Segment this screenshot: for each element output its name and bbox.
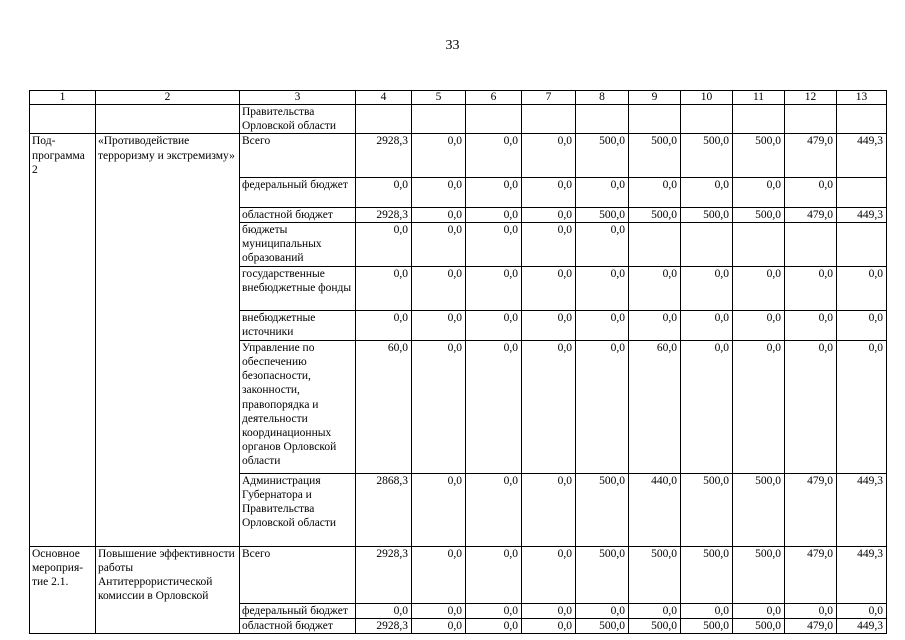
amount-cell: 0,0 bbox=[466, 266, 522, 310]
funding-source-cell: областной бюджет bbox=[240, 619, 356, 634]
amount-cell: 449,3 bbox=[837, 207, 887, 222]
amount-cell: 0,0 bbox=[522, 473, 576, 546]
amount-cell: 500,0 bbox=[576, 134, 629, 177]
amount-cell: 0,0 bbox=[681, 604, 733, 619]
header-cell: 1 bbox=[30, 91, 96, 105]
amount-cell: 500,0 bbox=[733, 619, 785, 634]
header-row bbox=[30, 91, 887, 105]
amount-cell: 500,0 bbox=[733, 134, 785, 177]
program-name-cell bbox=[96, 222, 240, 266]
funding-source-cell: федеральный бюджет bbox=[240, 177, 356, 207]
amount-cell: 440,0 bbox=[629, 473, 681, 546]
table-row bbox=[30, 105, 887, 134]
amount-cell bbox=[522, 105, 576, 134]
funding-source-cell: внебюджетные источники bbox=[240, 310, 356, 340]
header-cell: 10 bbox=[681, 91, 733, 105]
amount-cell: 500,0 bbox=[629, 134, 681, 177]
amount-cell: 0,0 bbox=[412, 222, 466, 266]
amount-cell: 0,0 bbox=[733, 266, 785, 310]
amount-cell: 0,0 bbox=[576, 340, 629, 473]
amount-cell: 0,0 bbox=[837, 266, 887, 310]
header-cell: 3 bbox=[240, 91, 356, 105]
header-cell: 4 bbox=[356, 91, 412, 105]
funding-source-cell: бюджеты муниципальных образований bbox=[240, 222, 356, 266]
amount-cell: 0,0 bbox=[522, 134, 576, 177]
amount-cell: 479,0 bbox=[785, 473, 837, 546]
amount-cell: 0,0 bbox=[356, 222, 412, 266]
header-cell: 11 bbox=[733, 91, 785, 105]
amount-cell: 0,0 bbox=[681, 340, 733, 473]
amount-cell: 2928,3 bbox=[356, 619, 412, 634]
amount-cell: 0,0 bbox=[681, 177, 733, 207]
program-code-cell: Основное мероприя-тие 2.1. bbox=[30, 546, 96, 603]
header-cell: 8 bbox=[576, 91, 629, 105]
amount-cell: 500,0 bbox=[629, 619, 681, 634]
header-cell: 13 bbox=[837, 91, 887, 105]
amount-cell: 0,0 bbox=[576, 177, 629, 207]
amount-cell: 500,0 bbox=[576, 619, 629, 634]
program-code-cell bbox=[30, 105, 96, 134]
amount-cell: 0,0 bbox=[412, 134, 466, 177]
amount-cell: 500,0 bbox=[733, 546, 785, 603]
program-name-cell bbox=[96, 619, 240, 634]
amount-cell: 0,0 bbox=[522, 340, 576, 473]
amount-cell: 500,0 bbox=[629, 207, 681, 222]
amount-cell: 0,0 bbox=[522, 619, 576, 634]
amount-cell: 0,0 bbox=[629, 266, 681, 310]
amount-cell: 479,0 bbox=[785, 619, 837, 634]
amount-cell: 0,0 bbox=[785, 340, 837, 473]
table-row bbox=[30, 619, 887, 634]
amount-cell bbox=[837, 105, 887, 134]
amount-cell: 479,0 bbox=[785, 546, 837, 603]
program-name-cell bbox=[96, 473, 240, 546]
program-code-cell bbox=[30, 177, 96, 207]
amount-cell: 0,0 bbox=[576, 266, 629, 310]
table-row bbox=[30, 546, 887, 603]
amount-cell: 2868,3 bbox=[356, 473, 412, 546]
amount-cell: 0,0 bbox=[356, 266, 412, 310]
program-code-cell bbox=[30, 340, 96, 473]
amount-cell: 0,0 bbox=[356, 177, 412, 207]
program-name-cell: «Противодействие терроризму и экстремизму» bbox=[96, 134, 240, 177]
table-row bbox=[30, 177, 887, 207]
amount-cell: 0,0 bbox=[522, 207, 576, 222]
amount-cell: 0,0 bbox=[522, 266, 576, 310]
table-row bbox=[30, 340, 887, 473]
amount-cell: 60,0 bbox=[356, 340, 412, 473]
page-number: 33 bbox=[445, 38, 460, 53]
amount-cell bbox=[785, 222, 837, 266]
amount-cell: 60,0 bbox=[629, 340, 681, 473]
amount-cell: 0,0 bbox=[522, 604, 576, 619]
amount-cell: 0,0 bbox=[837, 340, 887, 473]
amount-cell: 0,0 bbox=[466, 340, 522, 473]
amount-cell: 0,0 bbox=[356, 604, 412, 619]
amount-cell: 500,0 bbox=[681, 134, 733, 177]
amount-cell: 0,0 bbox=[466, 222, 522, 266]
amount-cell: 0,0 bbox=[412, 619, 466, 634]
amount-cell: 0,0 bbox=[412, 310, 466, 340]
amount-cell: 0,0 bbox=[681, 266, 733, 310]
amount-cell: 500,0 bbox=[733, 207, 785, 222]
program-name-cell bbox=[96, 177, 240, 207]
program-name-cell bbox=[96, 604, 240, 619]
program-code-cell bbox=[30, 310, 96, 340]
amount-cell bbox=[785, 105, 837, 134]
program-code-cell bbox=[30, 207, 96, 222]
funding-source-cell: Управление по обеспечению безопасности, законности, правопорядка и деятельности координационных органов Орловской области bbox=[240, 340, 356, 473]
amount-cell: 0,0 bbox=[576, 604, 629, 619]
amount-cell: 500,0 bbox=[681, 619, 733, 634]
amount-cell bbox=[466, 105, 522, 134]
program-name-cell bbox=[96, 105, 240, 134]
amount-cell: 0,0 bbox=[466, 546, 522, 603]
table-row bbox=[30, 134, 887, 177]
amount-cell bbox=[629, 222, 681, 266]
amount-cell: 0,0 bbox=[522, 310, 576, 340]
amount-cell: 500,0 bbox=[681, 207, 733, 222]
amount-cell: 0,0 bbox=[412, 546, 466, 603]
table-row bbox=[30, 604, 887, 619]
amount-cell: 0,0 bbox=[629, 604, 681, 619]
amount-cell: 0,0 bbox=[837, 604, 887, 619]
amount-cell: 500,0 bbox=[681, 546, 733, 603]
amount-cell: 0,0 bbox=[466, 134, 522, 177]
amount-cell: 0,0 bbox=[466, 619, 522, 634]
amount-cell: 449,3 bbox=[837, 134, 887, 177]
amount-cell: 0,0 bbox=[681, 310, 733, 340]
funding-source-cell: Всего bbox=[240, 134, 356, 177]
table-row bbox=[30, 473, 887, 546]
funding-source-cell: областной бюджет bbox=[240, 207, 356, 222]
funding-source-cell: федеральный бюджет bbox=[240, 604, 356, 619]
amount-cell: 0,0 bbox=[785, 310, 837, 340]
program-code-cell bbox=[30, 604, 96, 619]
amount-cell: 0,0 bbox=[733, 340, 785, 473]
amount-cell: 0,0 bbox=[629, 177, 681, 207]
amount-cell bbox=[412, 105, 466, 134]
amount-cell: 2928,3 bbox=[356, 546, 412, 603]
header-cell: 9 bbox=[629, 91, 681, 105]
funding-source-cell: Администрация Губернатора и Правительства Орловской области bbox=[240, 473, 356, 546]
amount-cell: 0,0 bbox=[466, 473, 522, 546]
amount-cell: 0,0 bbox=[522, 546, 576, 603]
header-cell: 5 bbox=[412, 91, 466, 105]
amount-cell: 0,0 bbox=[522, 177, 576, 207]
amount-cell bbox=[681, 222, 733, 266]
amount-cell: 0,0 bbox=[785, 604, 837, 619]
budget-table bbox=[29, 90, 887, 634]
amount-cell: 2928,3 bbox=[356, 207, 412, 222]
funding-source-cell: государственные внебюджетные фонды bbox=[240, 266, 356, 310]
table-row bbox=[30, 207, 887, 222]
amount-cell: 0,0 bbox=[466, 177, 522, 207]
amount-cell: 479,0 bbox=[785, 207, 837, 222]
amount-cell: 0,0 bbox=[412, 473, 466, 546]
program-name-cell bbox=[96, 207, 240, 222]
header-cell: 6 bbox=[466, 91, 522, 105]
program-name-cell: Повышение эффективности работы Антитеррористической комиссии в Орловской bbox=[96, 546, 240, 603]
amount-cell: 0,0 bbox=[733, 310, 785, 340]
amount-cell: 0,0 bbox=[837, 310, 887, 340]
amount-cell bbox=[576, 105, 629, 134]
amount-cell: 449,3 bbox=[837, 473, 887, 546]
amount-cell: 0,0 bbox=[576, 310, 629, 340]
program-name-cell bbox=[96, 310, 240, 340]
amount-cell bbox=[837, 222, 887, 266]
amount-cell: 0,0 bbox=[466, 207, 522, 222]
amount-cell: 479,0 bbox=[785, 134, 837, 177]
header-cell: 2 bbox=[96, 91, 240, 105]
funding-source-cell: Всего bbox=[240, 546, 356, 603]
amount-cell: 500,0 bbox=[576, 546, 629, 603]
amount-cell: 0,0 bbox=[733, 604, 785, 619]
amount-cell: 2928,3 bbox=[356, 134, 412, 177]
amount-cell: 449,3 bbox=[837, 546, 887, 603]
amount-cell bbox=[356, 105, 412, 134]
table-row bbox=[30, 222, 887, 266]
amount-cell: 0,0 bbox=[522, 222, 576, 266]
amount-cell: 500,0 bbox=[576, 473, 629, 546]
amount-cell: 500,0 bbox=[576, 207, 629, 222]
program-code-cell bbox=[30, 222, 96, 266]
amount-cell: 0,0 bbox=[412, 177, 466, 207]
amount-cell bbox=[837, 177, 887, 207]
program-code-cell bbox=[30, 266, 96, 310]
amount-cell: 0,0 bbox=[466, 310, 522, 340]
amount-cell bbox=[681, 105, 733, 134]
table-row bbox=[30, 310, 887, 340]
program-code-cell: Под-программа 2 bbox=[30, 134, 96, 177]
amount-cell bbox=[733, 105, 785, 134]
amount-cell: 0,0 bbox=[733, 177, 785, 207]
amount-cell: 500,0 bbox=[681, 473, 733, 546]
table-row bbox=[30, 266, 887, 310]
amount-cell: 0,0 bbox=[785, 177, 837, 207]
amount-cell: 500,0 bbox=[629, 546, 681, 603]
program-code-cell bbox=[30, 619, 96, 634]
amount-cell: 0,0 bbox=[412, 207, 466, 222]
program-name-cell bbox=[96, 266, 240, 310]
amount-cell: 0,0 bbox=[785, 266, 837, 310]
amount-cell: 0,0 bbox=[412, 340, 466, 473]
amount-cell: 0,0 bbox=[356, 310, 412, 340]
amount-cell: 0,0 bbox=[629, 310, 681, 340]
amount-cell bbox=[629, 105, 681, 134]
amount-cell: 0,0 bbox=[576, 222, 629, 266]
amount-cell: 0,0 bbox=[412, 604, 466, 619]
amount-cell bbox=[733, 222, 785, 266]
header-cell: 12 bbox=[785, 91, 837, 105]
amount-cell: 500,0 bbox=[733, 473, 785, 546]
amount-cell: 449,3 bbox=[837, 619, 887, 634]
amount-cell: 0,0 bbox=[412, 266, 466, 310]
header-cell: 7 bbox=[522, 91, 576, 105]
amount-cell: 0,0 bbox=[466, 604, 522, 619]
funding-source-cell: Правительства Орловской области bbox=[240, 105, 356, 134]
program-name-cell bbox=[96, 340, 240, 473]
program-code-cell bbox=[30, 473, 96, 546]
